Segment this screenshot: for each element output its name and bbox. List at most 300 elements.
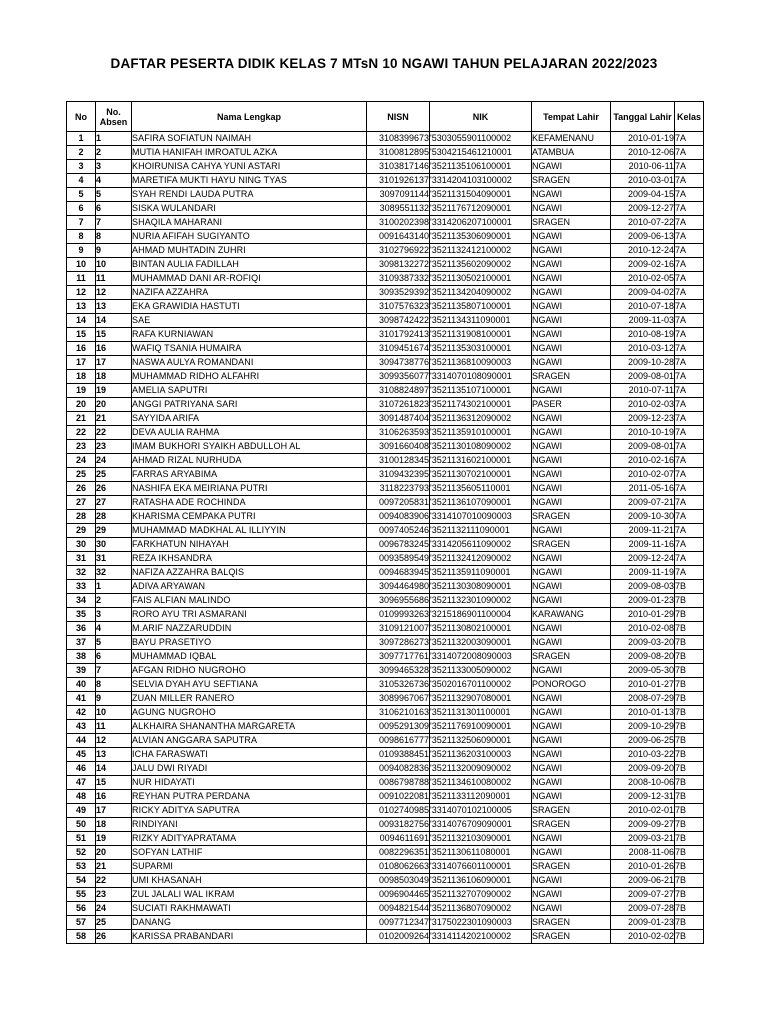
cell-nama: AGUNG NUGROHO [132,706,367,720]
cell-tanggal-lahir: 2010-02-03 [611,398,675,412]
cell-nisn: 0102009264 [367,930,430,944]
cell-nik: '3521136312090002 [430,412,532,426]
cell-nisn: 3107576323 [367,300,430,314]
cell-nisn: 0086798788 [367,776,430,790]
cell-absen: 13 [96,748,132,762]
table-row [67,888,704,902]
cell-kelas: 7A [675,454,704,468]
cell-tanggal-lahir: 2009-06-21 [611,874,675,888]
cell-nik: '3521134610080002 [430,776,532,790]
cell-nama: ADIVA ARYAWAN [132,580,367,594]
cell-nama: SISKA WULANDARI [132,202,367,216]
cell-nisn: 3100812895 [367,146,430,160]
cell-tanggal-lahir: 2009-02-16 [611,258,675,272]
cell-tanggal-lahir: 2010-03-01 [611,174,675,188]
cell-tanggal-lahir: 2010-01-29 [611,608,675,622]
cell-nisn: 0108062663 [367,860,430,874]
cell-tanggal-lahir: 2010-02-08 [611,622,675,636]
cell-nik: '3521132111090001 [430,524,532,538]
cell-tanggal-lahir: 2010-12-06 [611,146,675,160]
cell-nisn: 0091022081 [367,790,430,804]
cell-tanggal-lahir: 2009-12-31 [611,790,675,804]
cell-no: 31 [67,552,96,566]
cell-nisn: 3094464980 [367,580,430,594]
cell-no: 51 [67,832,96,846]
cell-nik: '3521132707090002 [430,888,532,902]
cell-nisn: 3106210163 [367,706,430,720]
header-nama: Nama Lengkap [132,102,367,132]
cell-no: 57 [67,916,96,930]
table-row [67,804,704,818]
cell-absen: 21 [96,412,132,426]
cell-nisn: 0098503049 [367,874,430,888]
cell-kelas: 7A [675,328,704,342]
cell-tanggal-lahir: 2009-04-02 [611,286,675,300]
cell-tanggal-lahir: 2009-06-25 [611,734,675,748]
cell-no: 11 [67,272,96,286]
cell-no: 37 [67,636,96,650]
cell-nisn: 3105326736 [367,678,430,692]
cell-nik: '3314076601100001 [430,860,532,874]
cell-absen: 9 [96,244,132,258]
cell-no: 35 [67,608,96,622]
cell-kelas: 7A [675,384,704,398]
cell-no: 43 [67,720,96,734]
cell-nama: IMAM BUKHORI SYAIKH ABDULLOH AL [132,440,367,454]
cell-nama: RINDIYANI [132,818,367,832]
cell-absen: 22 [96,874,132,888]
cell-absen: 2 [96,146,132,160]
cell-nisn: 3093529392 [367,286,430,300]
cell-tanggal-lahir: 2008-07-29 [611,692,675,706]
cell-kelas: 7A [675,160,704,174]
cell-tempat-lahir: SRAGEN [532,860,611,874]
cell-nik: '3521135807100001 [430,300,532,314]
cell-tempat-lahir: NGAWI [532,580,611,594]
cell-nama: RATASHA ADE ROCHINDA [132,496,367,510]
cell-tanggal-lahir: 2010-10-19 [611,426,675,440]
cell-nik: '5304215461210001 [430,146,532,160]
cell-tanggal-lahir: 2010-01-13 [611,706,675,720]
cell-tempat-lahir: SRAGEN [532,916,611,930]
cell-nik: '3215186901100004 [430,608,532,622]
cell-nama: SAYYIDA ARIFA [132,412,367,426]
table-row [67,230,704,244]
cell-tempat-lahir: NGAWI [532,412,611,426]
cell-no: 28 [67,510,96,524]
cell-tanggal-lahir: 2009-03-20 [611,636,675,650]
cell-tempat-lahir: NGAWI [532,482,611,496]
cell-tempat-lahir: PONOROGO [532,678,611,692]
cell-nisn: 3118223793 [367,482,430,496]
cell-tanggal-lahir: 2010-08-19 [611,328,675,342]
cell-nisn: 3094738776 [367,356,430,370]
cell-nik: '3521176910090001 [430,720,532,734]
cell-nama: SYAH RENDI LAUDA PUTRA [132,188,367,202]
cell-tanggal-lahir: 2009-07-28 [611,902,675,916]
table-header-row [67,102,704,132]
table-row [67,874,704,888]
table-row [67,566,704,580]
cell-no: 33 [67,580,96,594]
cell-nama: M.ARIF NAZZARUDDIN [132,622,367,636]
cell-no: 7 [67,216,96,230]
cell-nama: MUTIA HANIFAH IMROATUL AZKA [132,146,367,160]
cell-absen: 17 [96,804,132,818]
table-row [67,384,704,398]
cell-nik: '3521136107090001 [430,496,532,510]
cell-absen: 19 [96,832,132,846]
cell-tempat-lahir: PASER [532,398,611,412]
table-row [67,314,704,328]
cell-nama: MUHAMMAD DANI AR-ROFIQI [132,272,367,286]
cell-absen: 4 [96,622,132,636]
cell-kelas: 7A [675,356,704,370]
cell-absen: 7 [96,664,132,678]
cell-tanggal-lahir: 2010-02-07 [611,468,675,482]
cell-no: 56 [67,902,96,916]
cell-no: 2 [67,146,96,160]
cell-absen: 19 [96,384,132,398]
table-row [67,188,704,202]
cell-nisn: 3097717761 [367,650,430,664]
cell-nik: '3521174302100001 [430,398,532,412]
cell-nisn: 0094683945 [367,566,430,580]
cell-nik: '3521135107100001 [430,384,532,398]
cell-tanggal-lahir: 2009-11-19 [611,566,675,580]
cell-tempat-lahir: KEFAMENANU [532,132,611,146]
cell-no: 9 [67,244,96,258]
cell-kelas: 7A [675,398,704,412]
cell-absen: 28 [96,510,132,524]
table-row [67,398,704,412]
cell-no: 12 [67,286,96,300]
cell-tanggal-lahir: 2009-10-28 [611,356,675,370]
cell-nama: ZUAN MILLER RANERO [132,692,367,706]
cell-tanggal-lahir: 2008-11-06 [611,846,675,860]
cell-kelas: 7B [675,888,704,902]
cell-nama: MUHAMMAD MADKHAL AL ILLIYYIN [132,524,367,538]
cell-no: 39 [67,664,96,678]
table-row [67,930,704,944]
cell-no: 24 [67,454,96,468]
cell-nik: '3521135602090002 [430,258,532,272]
cell-nik: '3521176712090001 [430,202,532,216]
cell-nik: '3314070102100005 [430,804,532,818]
cell-nik: '3521130702100001 [430,468,532,482]
table-row [67,650,704,664]
cell-absen: 3 [96,608,132,622]
cell-tempat-lahir: NGAWI [532,720,611,734]
table-row [67,482,704,496]
cell-tanggal-lahir: 2009-11-16 [611,538,675,552]
cell-tanggal-lahir: 2009-08-20 [611,650,675,664]
cell-tanggal-lahir: 2009-12-23 [611,412,675,426]
cell-nisn: 3101926137 [367,174,430,188]
cell-tempat-lahir: NGAWI [532,706,611,720]
cell-tempat-lahir: NGAWI [532,454,611,468]
cell-nama: AMELIA SAPUTRI [132,384,367,398]
table-row [67,202,704,216]
cell-kelas: 7B [675,580,704,594]
cell-tempat-lahir: NGAWI [532,888,611,902]
cell-nama: MUHAMMAD RIDHO ALFAHRI [132,370,367,384]
cell-absen: 5 [96,188,132,202]
cell-tempat-lahir: NGAWI [532,342,611,356]
cell-no: 19 [67,384,96,398]
cell-absen: 24 [96,454,132,468]
cell-tempat-lahir: NGAWI [532,244,611,258]
cell-nik: '3521136807090002 [430,902,532,916]
cell-nama: AFGAN RIDHO NUGROHO [132,664,367,678]
cell-no: 20 [67,398,96,412]
cell-tempat-lahir: NGAWI [532,328,611,342]
cell-kelas: 7B [675,650,704,664]
table-row [67,160,704,174]
table-row [67,818,704,832]
cell-kelas: 7A [675,146,704,160]
cell-no: 47 [67,776,96,790]
cell-nama: BAYU PRASETIYO [132,636,367,650]
cell-absen: 23 [96,440,132,454]
cell-no: 46 [67,762,96,776]
cell-kelas: 7A [675,342,704,356]
cell-kelas: 7A [675,216,704,230]
cell-absen: 7 [96,216,132,230]
cell-tanggal-lahir: 2010-07-18 [611,300,675,314]
cell-kelas: 7B [675,930,704,944]
cell-tempat-lahir: SRAGEN [532,174,611,188]
table-row [67,902,704,916]
cell-nama: SOFYAN LATHIF [132,846,367,860]
table-row [67,454,704,468]
cell-nik: '3314114202100002 [430,930,532,944]
cell-nama: NUR HIDAYATI [132,776,367,790]
cell-absen: 29 [96,524,132,538]
cell-nama: AHMAD MUHTADIN ZUHRI [132,244,367,258]
cell-nik: '3314076709090001 [430,818,532,832]
cell-no: 40 [67,678,96,692]
cell-tanggal-lahir: 2010-02-02 [611,930,675,944]
cell-absen: 22 [96,426,132,440]
cell-nik: '3521132009090002 [430,762,532,776]
cell-tanggal-lahir: 2010-01-27 [611,678,675,692]
cell-nama: NAZIFA AZZAHRA [132,286,367,300]
cell-tempat-lahir: NGAWI [532,188,611,202]
cell-kelas: 7A [675,412,704,426]
cell-tempat-lahir: NGAWI [532,314,611,328]
cell-tanggal-lahir: 2010-02-05 [611,272,675,286]
cell-no: 53 [67,860,96,874]
cell-nama: SAFIRA SOFIATUN NAIMAH [132,132,367,146]
table-row [67,776,704,790]
cell-nik: '3521131301100001 [430,706,532,720]
cell-nama: KHARISMA CEMPAKA PUTRI [132,510,367,524]
cell-kelas: 7A [675,552,704,566]
cell-tanggal-lahir: 2009-01-23 [611,916,675,930]
cell-nik: '3521131908100001 [430,328,532,342]
cell-nik: '3175022301090003 [430,916,532,930]
cell-nama: SHAQILA MAHARANI [132,216,367,230]
cell-tempat-lahir: NGAWI [532,594,611,608]
cell-nama: JALU DWI RIYADI [132,762,367,776]
cell-no: 6 [67,202,96,216]
cell-nama: ALKHAIRA SHANANTHA MARGARETA [132,720,367,734]
cell-absen: 31 [96,552,132,566]
cell-tanggal-lahir: 2008-10-06 [611,776,675,790]
table-row [67,412,704,426]
cell-absen: 14 [96,762,132,776]
table-body [67,132,704,944]
table-row [67,258,704,272]
cell-tempat-lahir: NGAWI [532,524,611,538]
cell-kelas: 7B [675,692,704,706]
cell-no: 29 [67,524,96,538]
table-row [67,762,704,776]
cell-nik: '3314206207100001 [430,216,532,230]
cell-nik: '3521135106100001 [430,160,532,174]
cell-nama: ICHA FARASWATI [132,748,367,762]
cell-kelas: 7A [675,230,704,244]
table-row [67,342,704,356]
cell-kelas: 7B [675,636,704,650]
cell-nik: '3521130502100001 [430,272,532,286]
cell-tanggal-lahir: 2009-12-27 [611,202,675,216]
cell-tempat-lahir: NGAWI [532,790,611,804]
cell-nisn: 3100202398 [367,216,430,230]
cell-tempat-lahir: SRAGEN [532,216,611,230]
cell-absen: 26 [96,930,132,944]
table-row [67,356,704,370]
cell-nisn: 3100128345 [367,454,430,468]
cell-absen: 10 [96,706,132,720]
cell-no: 22 [67,426,96,440]
cell-nisn: 0097712347 [367,916,430,930]
cell-nik: '5303055901100002 [430,132,532,146]
cell-kelas: 7A [675,174,704,188]
cell-absen: 8 [96,678,132,692]
table-row [67,538,704,552]
header-no: No [67,102,96,132]
cell-tanggal-lahir: 2010-03-22 [611,748,675,762]
cell-nama: SUPARMI [132,860,367,874]
table-row [67,300,704,314]
cell-tempat-lahir: NGAWI [532,258,611,272]
cell-tanggal-lahir: 2011-05-16 [611,482,675,496]
document-title: DAFTAR PESERTA DIDIK KELAS 7 MTsN 10 NGAWI TAHUN PELAJARAN 2022/2023 [110,56,658,71]
cell-tempat-lahir: NGAWI [532,832,611,846]
cell-absen: 12 [96,286,132,300]
cell-kelas: 7A [675,566,704,580]
cell-nama: FARRAS ARYABIMA [132,468,367,482]
cell-nisn: 3096955686 [367,594,430,608]
cell-tempat-lahir: NGAWI [532,496,611,510]
cell-tanggal-lahir: 2009-09-27 [611,818,675,832]
cell-nik: '3521134204090002 [430,286,532,300]
cell-nama: BINTAN AULIA FADILLAH [132,258,367,272]
cell-tempat-lahir: NGAWI [532,762,611,776]
table-row [67,510,704,524]
cell-tanggal-lahir: 2009-04-15 [611,188,675,202]
cell-tanggal-lahir: 2010-12-24 [611,244,675,258]
cell-nik: '3502016701100002 [430,678,532,692]
cell-absen: 11 [96,272,132,286]
cell-tempat-lahir: NGAWI [532,874,611,888]
cell-tempat-lahir: NGAWI [532,748,611,762]
cell-no: 42 [67,706,96,720]
table-row [67,636,704,650]
cell-tempat-lahir: NGAWI [532,636,611,650]
cell-no: 21 [67,412,96,426]
cell-nisn: 3098132272 [367,258,430,272]
cell-nisn: 3106263593 [367,426,430,440]
cell-nisn: 0109993263 [367,608,430,622]
table-row [67,706,704,720]
cell-absen: 27 [96,496,132,510]
cell-nik: '3521136106090001 [430,874,532,888]
table-row [67,692,704,706]
cell-no: 55 [67,888,96,902]
cell-kelas: 7A [675,426,704,440]
cell-nik: '3521136203100003 [430,748,532,762]
cell-absen: 5 [96,636,132,650]
cell-nisn: 0094082836 [367,762,430,776]
cell-nisn: 0109388451 [367,748,430,762]
cell-no: 1 [67,132,96,146]
cell-nik: '3521130108090002 [430,440,532,454]
cell-nisn: 3099356077 [367,370,430,384]
cell-kelas: 7B [675,706,704,720]
cell-nisn: 3098742422 [367,314,430,328]
table-row [67,496,704,510]
cell-tempat-lahir: NGAWI [532,664,611,678]
cell-nisn: 3097091144 [367,188,430,202]
cell-nama: NASWA AULYA ROMANDANI [132,356,367,370]
cell-kelas: 7A [675,258,704,272]
cell-nisn: 3103817146 [367,160,430,174]
cell-nama: REYHAN PUTRA PERDANA [132,790,367,804]
table-row [67,846,704,860]
cell-nisn: 3109432395 [367,468,430,482]
cell-nik: '3521130802100001 [430,622,532,636]
cell-tanggal-lahir: 2009-11-21 [611,524,675,538]
cell-absen: 15 [96,776,132,790]
cell-absen: 23 [96,888,132,902]
cell-nisn: 3102796922 [367,244,430,258]
cell-nik: '3521135303100001 [430,342,532,356]
cell-kelas: 7B [675,790,704,804]
cell-tempat-lahir: SRAGEN [532,650,611,664]
table-row [67,734,704,748]
cell-kelas: 7B [675,776,704,790]
cell-nama: RAFA KURNIAWAN [132,328,367,342]
cell-nisn: 0093182756 [367,818,430,832]
cell-tanggal-lahir: 2010-01-26 [611,860,675,874]
cell-tempat-lahir: NGAWI [532,160,611,174]
cell-no: 14 [67,314,96,328]
cell-tempat-lahir: NGAWI [532,202,611,216]
cell-nisn: 0096904465 [367,888,430,902]
table-row [67,244,704,258]
cell-kelas: 7B [675,762,704,776]
cell-nisn: 0097405246 [367,524,430,538]
cell-nama: WAFIQ TSANIA HUMAIRA [132,342,367,356]
table-row [67,608,704,622]
cell-tempat-lahir: SRAGEN [532,510,611,524]
cell-nama: REZA IKHSANDRA [132,552,367,566]
cell-tempat-lahir: SRAGEN [532,804,611,818]
cell-nik: '3521130611080001 [430,846,532,860]
